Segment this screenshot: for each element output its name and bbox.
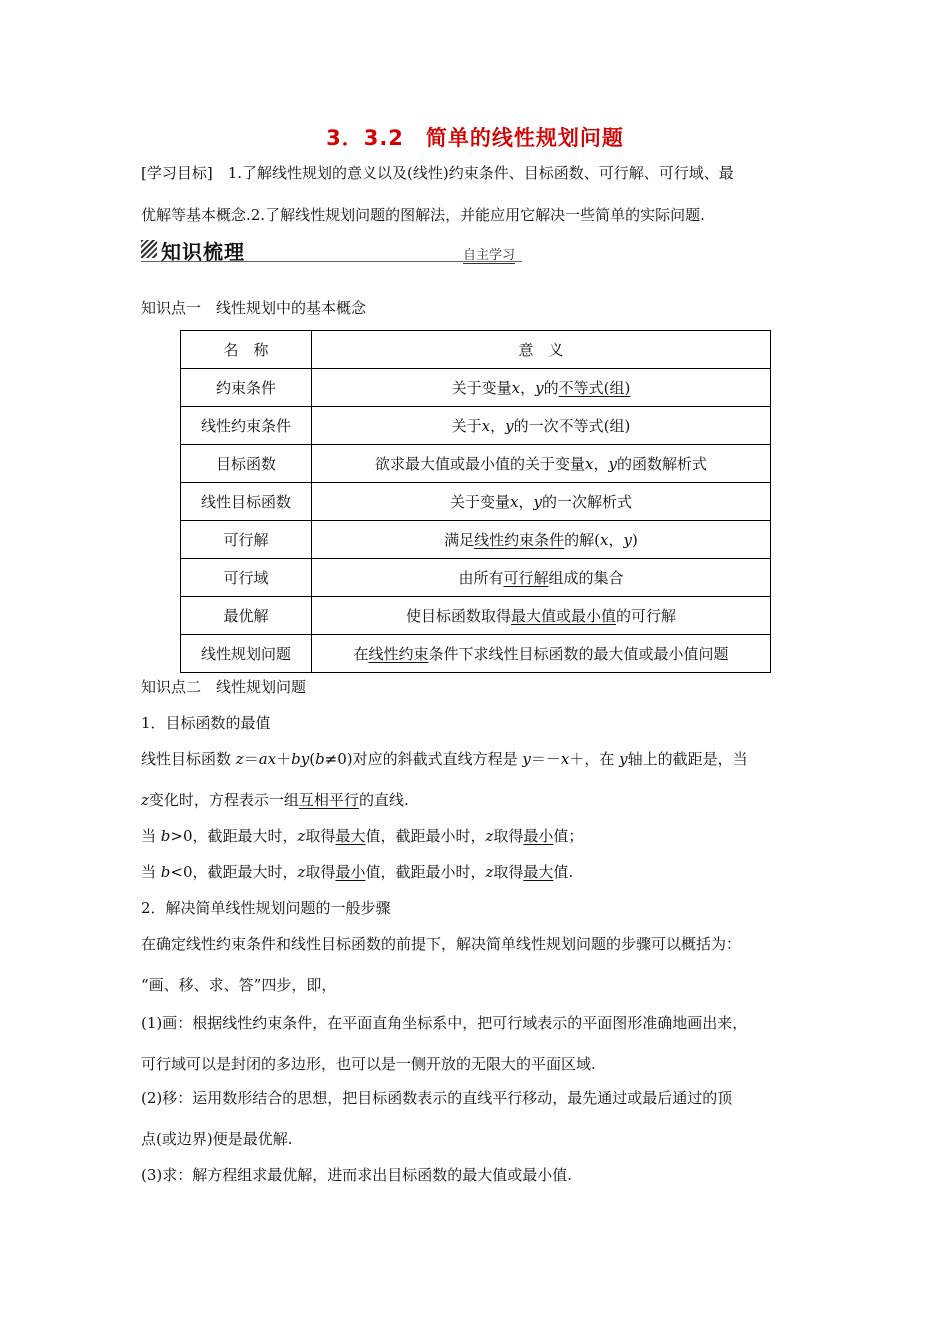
table-row bbox=[181, 369, 771, 407]
table-row bbox=[181, 521, 771, 559]
kp1-heading: 知识点一 线性规划中的基本概念 bbox=[141, 299, 367, 317]
table-cell-meaning: 关于x，y的一次不等式(组) bbox=[312, 407, 771, 445]
kp2-subheading-1: 1．目标函数的最值 bbox=[141, 714, 271, 732]
kp2-step-1a: (1)画：根据线性约束条件，在平面直角坐标系中，把可行域表示的平面图形准确地画出来， bbox=[141, 1014, 748, 1032]
concepts-table bbox=[180, 330, 771, 673]
kp2-step-3: (3)求：解方程组求最优解，进而求出目标函数的最大值或最小值. bbox=[141, 1166, 573, 1184]
table-cell-name: 目标函数 bbox=[181, 445, 312, 483]
table-cell-name: 约束条件 bbox=[181, 369, 312, 407]
kp2-paragraph-2: 当 b>0，截距最大时，z取得最大值，截距最小时，z取得最小值； bbox=[141, 827, 584, 845]
table-cell-meaning: 在线性约束条件下求线性目标函数的最大值或最小值问题 bbox=[312, 635, 771, 673]
kp2-step-2b: 点(或边界)便是最优解. bbox=[141, 1130, 293, 1148]
objectives-line-2: 优解等基本概念.2.了解线性规划问题的图解法，并能应用它解决一些简单的实际问题. bbox=[141, 206, 705, 224]
kp2-step-2a: (2)移：运用数形结合的思想，把目标函数表示的直线平行移动，最先通过或最后通过的顶 bbox=[141, 1089, 733, 1107]
table-row bbox=[181, 559, 771, 597]
banner-rule bbox=[141, 261, 522, 262]
table-cell-meaning: 满足线性约束条件的解(x，y) bbox=[312, 521, 771, 559]
table-row bbox=[181, 445, 771, 483]
kp2-paragraph-1a: 线性目标函数 z＝ax＋by(b≠0)对应的斜截式直线方程是 y＝－x＋，在 y轴上的截距是，当 bbox=[141, 750, 748, 768]
table-header-name: 名 称 bbox=[181, 331, 312, 369]
table-cell-name: 可行域 bbox=[181, 559, 312, 597]
section-banner bbox=[141, 236, 522, 264]
table-cell-name: 最优解 bbox=[181, 597, 312, 635]
table-cell-name: 线性规划问题 bbox=[181, 635, 312, 673]
table-cell-name: 线性约束条件 bbox=[181, 407, 312, 445]
kp2-paragraph-3: 当 b<0，截距最大时，z取得最小值，截距最小时，z取得最大值. bbox=[141, 863, 574, 881]
banner-sub-label: 自主学习 bbox=[463, 248, 516, 263]
table-cell-name: 可行解 bbox=[181, 521, 312, 559]
kp2-paragraph-1b: z变化时，方程表示一组互相平行的直线. bbox=[141, 791, 409, 809]
kp2-paragraph-5: “画、移、求、答”四步，即， bbox=[141, 976, 337, 994]
table-header-meaning: 意 义 bbox=[312, 331, 771, 369]
table-row bbox=[181, 407, 771, 445]
table-cell-meaning: 关于变量x，y的不等式(组) bbox=[312, 369, 771, 407]
table-cell-meaning: 欲求最大值或最小值的关于变量x，y的函数解析式 bbox=[312, 445, 771, 483]
table-row bbox=[181, 597, 771, 635]
page-title: 3．3.2 简单的线性规划问题 bbox=[326, 126, 624, 150]
table-cell-meaning: 关于变量x，y的一次解析式 bbox=[312, 483, 771, 521]
kp2-paragraph-4: 在确定线性约束条件和线性目标函数的前提下，解决简单线性规划问题的步骤可以概括为： bbox=[141, 935, 742, 953]
banner-label: 知识梳理 bbox=[161, 240, 245, 264]
kp2-step-1b: 可行域可以是封闭的多边形，也可以是一侧开放的无限大的平面区域. bbox=[141, 1055, 596, 1073]
table-row bbox=[181, 635, 771, 673]
table-cell-meaning: 由所有可行解组成的集合 bbox=[312, 559, 771, 597]
kp2-subheading-2: 2．解决简单线性规划问题的一般步骤 bbox=[141, 899, 391, 917]
table-header-row bbox=[181, 331, 771, 369]
table-row bbox=[181, 483, 771, 521]
banner-stripes-icon bbox=[141, 240, 157, 258]
table-cell-name: 线性目标函数 bbox=[181, 483, 312, 521]
table-cell-meaning: 使目标函数取得最大值或最小值的可行解 bbox=[312, 597, 771, 635]
objectives-line-1: [学习目标] 1.了解线性规划的意义以及(线性)约束条件、目标函数、可行解、可行域、最 bbox=[141, 164, 734, 182]
kp2-heading: 知识点二 线性规划问题 bbox=[141, 678, 307, 696]
